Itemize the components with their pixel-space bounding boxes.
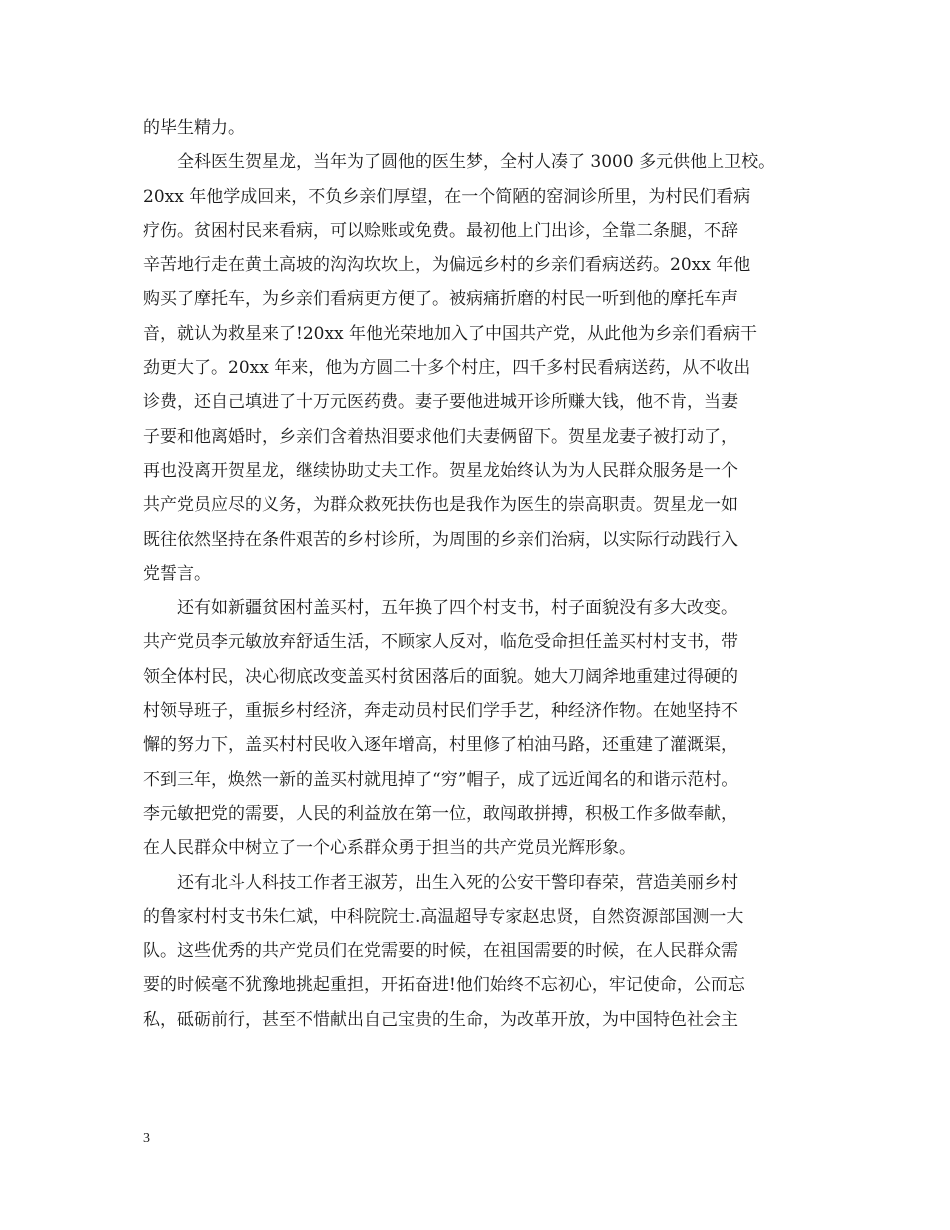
text-line: 村领导班子，重振乡村经济，奔走动员村民们学手艺，种经济作物。在她坚持不	[143, 701, 738, 722]
text-line: 私，砥砺前行，甚至不惜献出自己宝贵的生命，为改革开放，为中国特色社会主	[143, 1009, 738, 1030]
text-line: 音，就认为救星来了!20xx 年他光荣地加入了中国共产党，从此他为乡亲们看病干	[143, 323, 758, 344]
text-line: 既往依然坚持在条件艰苦的乡村诊所，为周围的乡亲们治病，以实际行动践行入	[143, 529, 738, 550]
text-line: 还有如新疆贫困村盖买村，五年换了四个村支书，村子面貌没有多大改变。	[177, 598, 738, 619]
text-line: 购买了摩托车，为乡亲们看病更方便了。被病痛折磨的村民一听到他的摩托车声	[143, 289, 738, 310]
text-line: 在人民群众中树立了一个心系群众勇于担当的共产党员光辉形象。	[143, 838, 636, 859]
text-line: 李元敏把党的需要，人民的利益放在第一位，敢闯敢拼搏，积极工作多做奉献，	[143, 803, 738, 824]
text-line: 劲更大了。20xx 年来，他为方圆二十多个村庄，四千多村民看病送药，从不收出	[143, 358, 751, 379]
text-line: 子要和他离婚时，乡亲们含着热泪要求他们夫妻俩留下。贺星龙妻子被打动了，	[143, 426, 738, 447]
text-line: 再也没离开贺星龙，继续协助丈夫工作。贺星龙始终认为为人民群众服务是一个	[143, 460, 738, 481]
text-line: 队。这些优秀的共产党员们在党需要的时候，在祖国需要的时候，在人民群众需	[143, 941, 738, 962]
text-line: 要的时候毫不犹豫地挑起重担，开拓奋进!他们始终不忘初心，牢记使命，公而忘	[143, 975, 745, 996]
text-line: 疗伤。贫困村民来看病，可以赊账或免费。最初他上门出诊，全靠二条腿，不辞	[143, 220, 738, 241]
text-line: 不到三年，焕然一新的盖买村就甩掉了“穷”帽子，成了远近闻名的和谐示范村。	[143, 769, 739, 790]
text-line: 领全体村民，决心彻底改变盖买村贫困落后的面貌。她大刀阔斧地重建过得硬的	[143, 666, 738, 687]
text-line: 辛苦地行走在黄土高坡的沟沟坎坎上，为偏远乡村的乡亲们看病送药。20xx 年他	[143, 255, 751, 276]
text-line: 党誓言。	[143, 563, 211, 584]
text-line: 的毕生精力。	[143, 118, 245, 138]
text-line: 诊费，还自己填进了十万元医药费。妻子要他进城开诊所赚大钱，他不肯，当妻	[143, 392, 738, 413]
text-line: 的鲁家村村支书朱仁斌，中科院院士.高温超导专家赵忠贤，自然资源部国测一大	[143, 906, 744, 927]
text-line: 全科医生贺星龙，当年为了圆他的医生梦，全村人凑了 3000 多元供他上卫校。	[177, 152, 776, 173]
body-text	[143, 111, 826, 1037]
page-number: 3	[143, 1131, 150, 1146]
text-line: 共产党员应尽的义务，为群众救死扶伤也是我作为医生的崇高职责。贺星龙一如	[143, 495, 738, 516]
text-line: 懈的努力下，盖买村村民收入逐年增高，村里修了柏油马路，还重建了灌溉渠，	[143, 735, 738, 756]
text-line: 还有北斗人科技工作者王淑芳，出生入死的公安干警印春荣，营造美丽乡村	[177, 872, 738, 893]
text-line: 共产党员李元敏放弃舒适生活，不顾家人反对，临危受命担任盖买村村支书，带	[143, 632, 738, 653]
text-line: 20xx 年他学成回来，不负乡亲们厚望，在一个简陋的窑洞诊所里，为村民们看病	[143, 186, 751, 207]
